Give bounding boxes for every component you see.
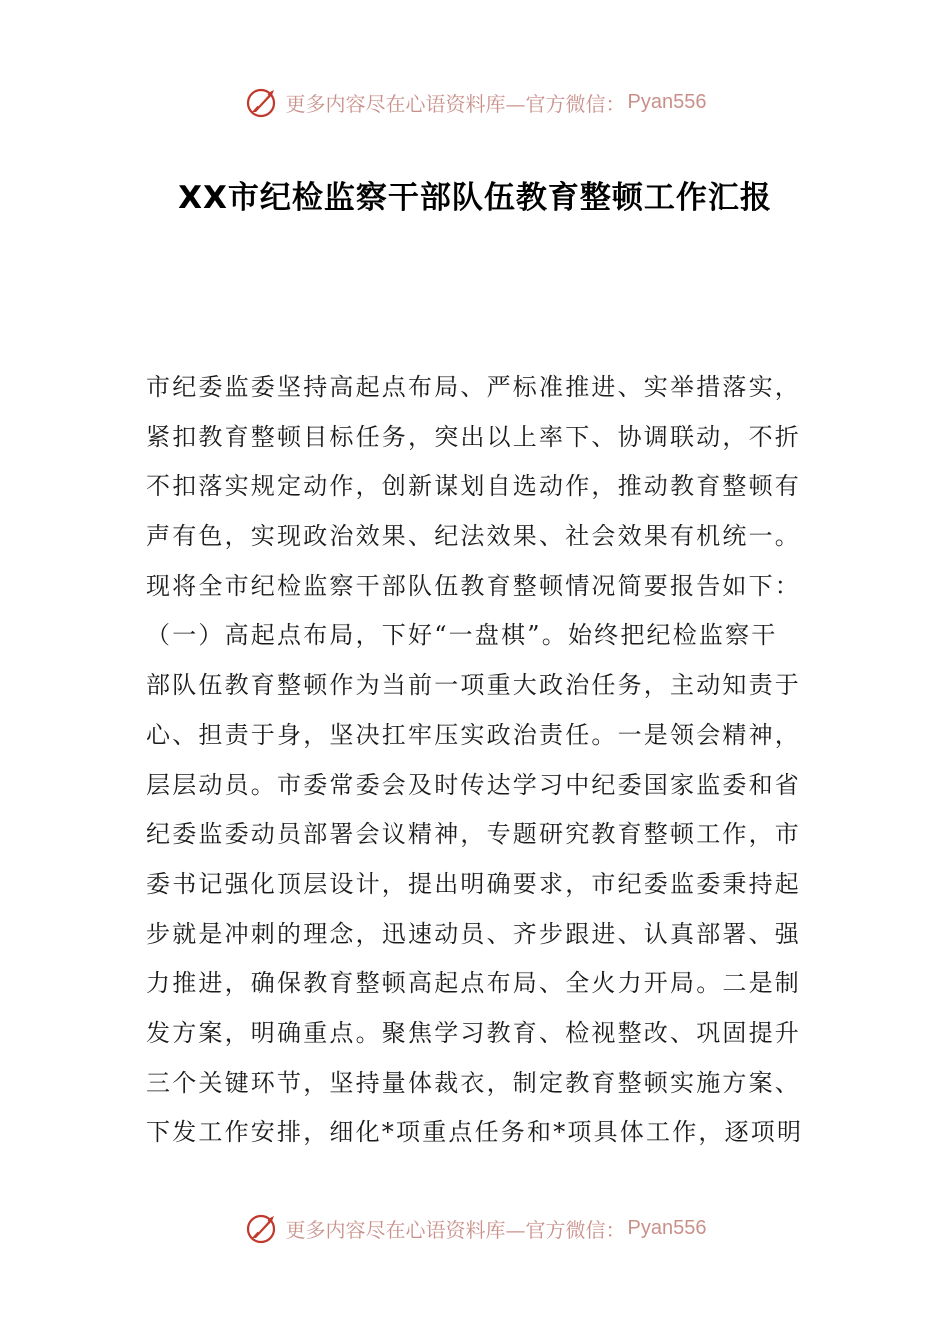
- quill-logo-icon: [244, 1210, 280, 1246]
- body-line: 纪委监委动员部署会议精神，专题研究教育整顿工作，市: [146, 820, 801, 849]
- body-line: 委书记强化顶层设计，提出明确要求，市纪委监委秉持起: [146, 869, 801, 898]
- body-line: 市纪委监委坚持高起点布局、严标准推进、实举措落实，: [146, 373, 801, 401]
- body-line: 紧扣教育整顿目标任务，突出以上率下、协调联动，不折: [146, 422, 801, 451]
- body-line: 不扣落实规定动作，创新谋划自选动作，推动教育整顿有: [146, 472, 801, 501]
- body-line: 现将全市纪检监察干部队伍教育整顿情况简要报告如下：: [146, 571, 801, 600]
- watermark-header: [0, 84, 950, 120]
- body-line: 三个关键环节，坚持量体裁衣，制定教育整顿实施方案、: [146, 1068, 801, 1097]
- quill-logo-icon: [244, 84, 280, 120]
- body-line: 心、担责于身，坚决扛牢压实政治责任。一是领会精神，: [146, 720, 801, 749]
- watermark-text: 更多内容尽在心语资料库—官方微信：: [285, 1217, 626, 1242]
- document-body: [146, 363, 806, 1158]
- body-line: 声有色，实现政治效果、纪法效果、社会效果有机统一。: [146, 522, 801, 551]
- body-line: 层层动员。市委常委会及时传达学习中纪委国家监委和省: [146, 770, 801, 799]
- body-line: （一）高起点布局，下好“一盘棋”。始终把纪检监察干: [146, 621, 778, 650]
- body-line: 部队伍教育整顿作为当前一项重大政治任务，主动知责于: [146, 671, 801, 700]
- body-line: 步就是冲刺的理念，迅速动员、齐步跟进、认真部署、强: [146, 919, 801, 948]
- watermark-wechat-id: Pyan556: [627, 90, 707, 113]
- body-line: 下发工作安排，细化*项重点任务和*项具体工作，逐项明: [146, 1118, 804, 1147]
- body-line: 力推进，确保教育整顿高起点布局、全火力开局。二是制: [146, 969, 801, 998]
- watermark-footer: [0, 1210, 950, 1246]
- body-line: 发方案，明确重点。聚焦学习教育、检视整改、巩固提升: [146, 1018, 801, 1047]
- watermark-wechat-id: Pyan556: [627, 1216, 707, 1239]
- watermark-text: 更多内容尽在心语资料库—官方微信：: [285, 91, 626, 116]
- document-title: XX市纪检监察干部队伍教育整顿工作汇报: [178, 180, 772, 216]
